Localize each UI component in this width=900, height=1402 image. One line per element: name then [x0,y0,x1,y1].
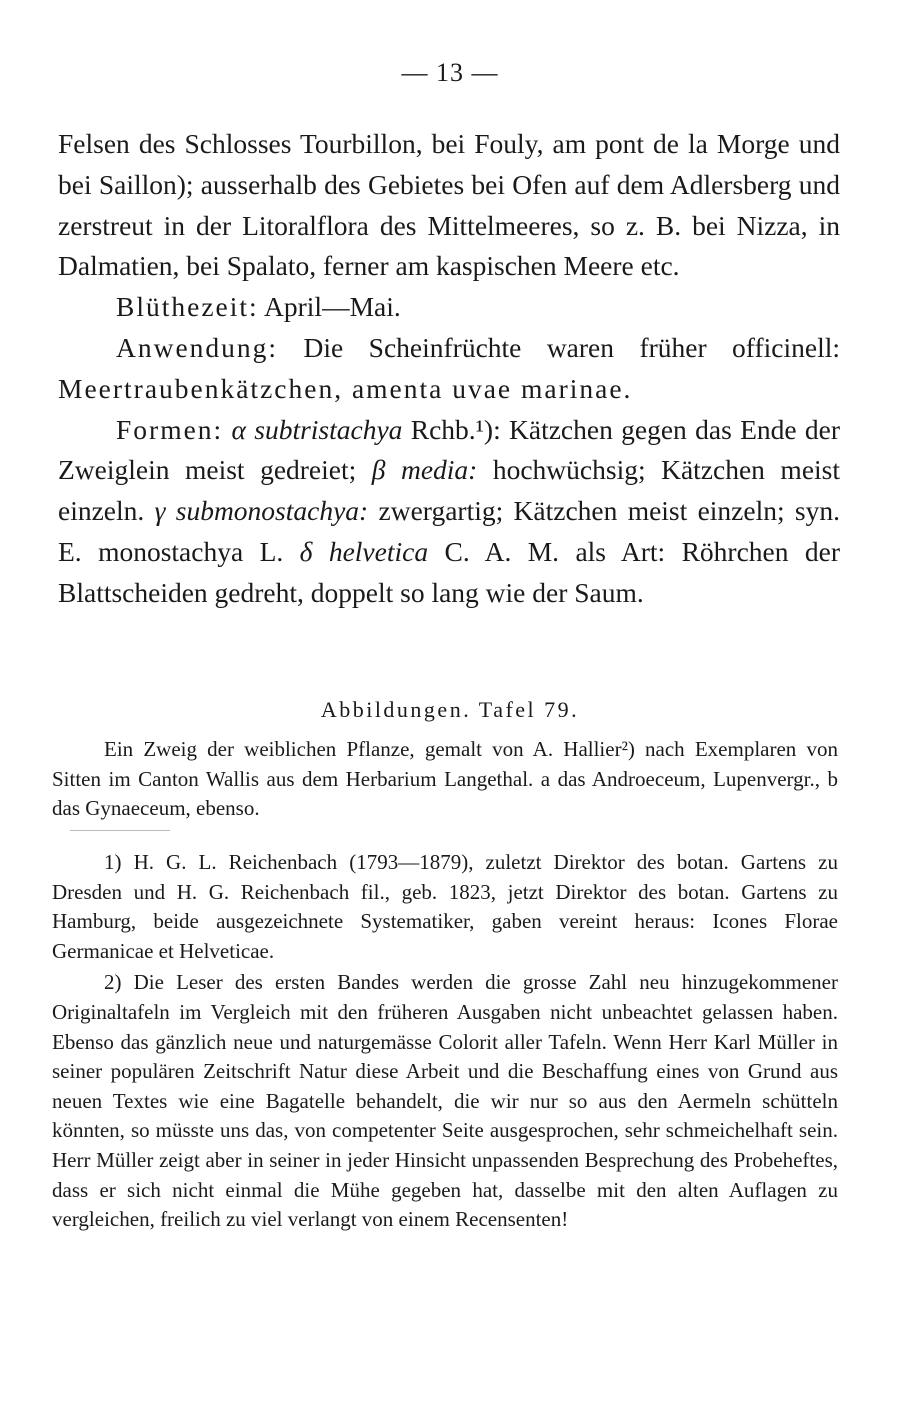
figure-caption-text: Ein Zweig der weiblichen Pflanze, gemalt von A. Hallier²) nach Exemplaren von Sitten im Canton Wallis aus dem Herbarium Langethal. a das Androeceum, Lupenvergr., b das Gynaeceum, ebenso. [52,737,838,820]
forms-text-1: Rchb.¹): Kätzchen gegen das Ende der Zweiglein meist gedreiet; [58,413,840,486]
usage-text: Die Scheinfrüchte waren früher officinell: [278,331,840,363]
page-number: — 13 — [401,58,499,87]
footnote-divider [70,830,170,831]
main-text [58,124,840,614]
usage-names: Meertraubenkätzchen, amenta uvae marinae. [58,372,633,404]
forms-text-4: C. A. M. als Art: Röhrchen der Blattscheiden gedreht, doppelt so lang wie der Saum. [58,535,841,608]
footnote-1: 1) H. G. L. Reichenbach (1793—1879), zuletzt Direktor des botan. Gartens zu Dresden und H. G. Reichenbach fil., geb. 1823, jetzt Direktor des botan. Gartens zu Hamburg, beide ausgezeichnete Systematiker, gaben vereint heraus: Icones Florae Germanicae et Helveticae. [52,850,838,963]
form-delta: δ helvetica [299,535,429,567]
distribution-paragraph: Felsen des Schlosses Tourbillon, bei Fouly, am pont de la Morge und bei Saillon); ausserhalb des Gebietes bei Ofen auf dem Adlersberg und zerstreut in der Litoralflora des Mittelmeeres, so z. B. bei Nizza, in Dalmatien, bei Spalato, ferner am kaspischen Meere etc. [58,128,840,282]
usage-paragraph [58,328,840,410]
forms-label: Formen: [116,413,224,445]
flowering-time-paragraph [58,287,840,328]
footnote-2: 2) Die Leser des ersten Bandes werden die grosse Zahl neu hinzugekommener Originaltafeln im Vergleich mit den früheren Ausgaben nicht unbeachtet gelassen haben. Ebenso das gänzlich neue und naturgemässe Colorit aller Tafeln. Wenn Herr Karl Müller in seiner populären Zeitschrift Natur diese Arbeit und die Beschaffung eines von Grund aus neuen Textes wie eine Bagatelle behandelt, die wir nur so aus den Aermeln schütteln könnten, so müsste uns das, von competenter Seite ausgesprochen, sehr schmeichelhaft sein. Herr Müller zeigt aber in seiner in jeder Hinsicht unpassenden Besprechung des Probeheftes, dass er sich nicht einmal die Mühe gegeben hat, dasselbe mit den alten Auflagen zu vergleichen, freilich zu viel verlangt von einem Recensenten! [52,970,838,1232]
figure-caption [52,735,838,824]
form-alpha: α subtristachya [223,413,403,445]
form-beta: β media: [371,454,478,486]
forms-paragraph [58,410,840,614]
usage-label: Anwendung: [116,331,279,363]
figure-caption-heading: Abbildungen. Tafel 79. [320,697,580,722]
footnotes [52,848,838,1237]
forms-text-2: hochwüchsig; Kätzchen meist einzeln. [58,454,841,527]
flowering-time-label: Blüthezeit: [116,291,259,323]
flowering-time-value: April—Mai. [258,291,401,323]
forms-text-3: zwergartig; Kätzchen meist einzeln; syn. E. monostachya L. [58,495,841,567]
form-gamma: γ submonostachya: [154,495,369,527]
